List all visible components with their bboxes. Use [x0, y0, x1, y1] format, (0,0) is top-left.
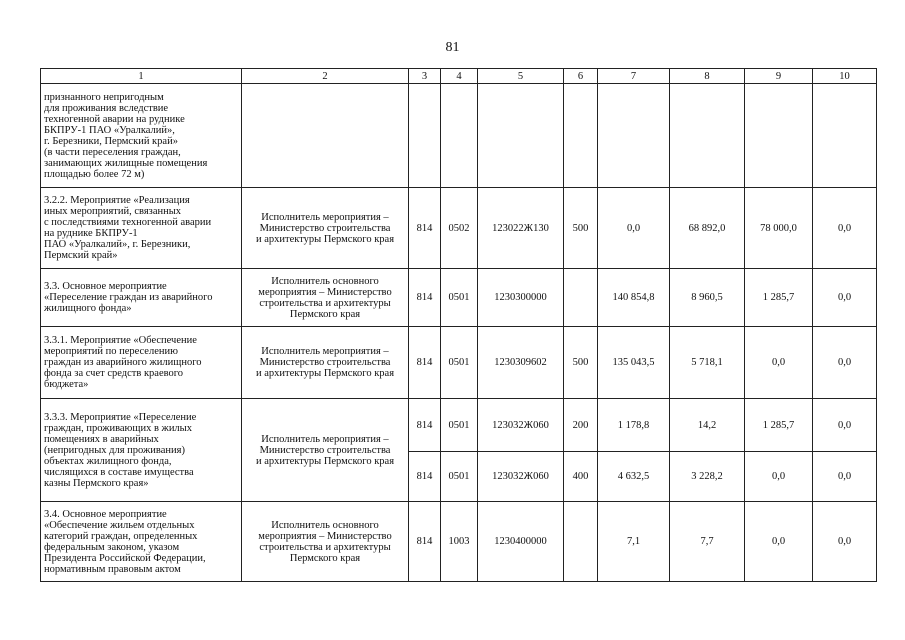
- header-cell: 7: [598, 69, 670, 84]
- table-row: [41, 188, 877, 269]
- table-row: [41, 84, 877, 188]
- budget-table: [40, 68, 877, 582]
- executor-cell: Исполнитель мероприятия – Министерство строительства и архитектуры Пермского края: [242, 327, 409, 399]
- value-cell: 0501: [441, 452, 478, 502]
- value-cell: 400: [564, 452, 598, 502]
- value-cell: 814: [409, 327, 441, 399]
- page-number: 81: [445, 40, 460, 55]
- activity-name-cell: признанного непригодным для проживания вследствие техногенной аварии на руднике БКПРУ-1 ПАО «Уралкалий», г. Березники, Пермский край» (в части переселения граждан, занимающих жилищные помещения площадью более 72 м): [41, 84, 242, 188]
- value-cell: 135 043,5: [598, 327, 670, 399]
- value-cell: 0501: [441, 269, 478, 327]
- header-cell: 6: [564, 69, 598, 84]
- value-cell: [478, 84, 564, 188]
- value-cell: [409, 84, 441, 188]
- value-cell: 7,1: [598, 502, 670, 582]
- value-cell: 5 718,1: [670, 327, 745, 399]
- header-cell: 10: [813, 69, 877, 84]
- value-cell: [670, 84, 745, 188]
- value-cell: 1003: [441, 502, 478, 582]
- value-cell: 0,0: [813, 327, 877, 399]
- executor-cell: Исполнитель мероприятия – Министерство строительства и архитектуры Пермского края: [242, 188, 409, 269]
- value-cell: [564, 502, 598, 582]
- value-cell: 814: [409, 399, 441, 452]
- value-cell: 814: [409, 502, 441, 582]
- executor-cell: Исполнитель основного мероприятия – Министерство строительства и архитектуры Пермского края: [242, 269, 409, 327]
- value-cell: 68 892,0: [670, 188, 745, 269]
- value-cell: 0,0: [813, 269, 877, 327]
- activity-name-cell: 3.2.2. Мероприятие «Реализация иных мероприятий, связанных с последствиями техногенной аварии на руднике БКПРУ-1 ПАО «Уралкалий», г. Березники, Пермский край»: [41, 188, 242, 269]
- activity-name-cell: 3.3.3. Мероприятие «Переселение граждан, проживающих в жилых помещениях в аварийных (непригодных для проживания) объектах жилищного фонда, числящихся в составе имущества казны Пермского края»: [41, 399, 242, 502]
- value-cell: 1 285,7: [745, 269, 813, 327]
- value-cell: 814: [409, 269, 441, 327]
- value-cell: 14,2: [670, 399, 745, 452]
- header-cell: 2: [242, 69, 409, 84]
- value-cell: 1 178,8: [598, 399, 670, 452]
- value-cell: 7,7: [670, 502, 745, 582]
- value-cell: 1 285,7: [745, 399, 813, 452]
- value-cell: 123032Ж060: [478, 452, 564, 502]
- value-cell: 0,0: [813, 399, 877, 452]
- value-cell: [564, 269, 598, 327]
- value-cell: 0501: [441, 399, 478, 452]
- table-row: [41, 399, 877, 452]
- value-cell: 0,0: [813, 452, 877, 502]
- table-header-row: [41, 69, 877, 84]
- header-cell: 9: [745, 69, 813, 84]
- header-cell: 1: [41, 69, 242, 84]
- value-cell: 4 632,5: [598, 452, 670, 502]
- activity-name-cell: 3.3. Основное мероприятие «Переселение граждан из аварийного жилищного фонда»: [41, 269, 242, 327]
- value-cell: [598, 84, 670, 188]
- value-cell: 200: [564, 399, 598, 452]
- activity-name-cell: 3.3.1. Мероприятие «Обеспечение мероприятий по переселению граждан из аварийного жилищного фонда за счет средств краевого бюджета»: [41, 327, 242, 399]
- value-cell: [745, 84, 813, 188]
- value-cell: 123032Ж060: [478, 399, 564, 452]
- activity-name-cell: 3.4. Основное мероприятие «Обеспечение жильем отдельных категорий граждан, определенных федеральным законом, указом Президента Российской Федерации, нормативным правовым актом: [41, 502, 242, 582]
- value-cell: 0,0: [598, 188, 670, 269]
- value-cell: 1230400000: [478, 502, 564, 582]
- table-row: [41, 269, 877, 327]
- value-cell: 1230300000: [478, 269, 564, 327]
- value-cell: 8 960,5: [670, 269, 745, 327]
- executor-cell: Исполнитель основного мероприятия – Министерство строительства и архитектуры Пермского края: [242, 502, 409, 582]
- value-cell: 3 228,2: [670, 452, 745, 502]
- value-cell: 140 854,8: [598, 269, 670, 327]
- header-cell: 5: [478, 69, 564, 84]
- table-row: [41, 327, 877, 399]
- table-row: [41, 502, 877, 582]
- value-cell: 0501: [441, 327, 478, 399]
- value-cell: 0,0: [745, 452, 813, 502]
- value-cell: 500: [564, 188, 598, 269]
- header-cell: 8: [670, 69, 745, 84]
- value-cell: 123022Ж130: [478, 188, 564, 269]
- value-cell: 0,0: [745, 327, 813, 399]
- value-cell: 1230309602: [478, 327, 564, 399]
- value-cell: [813, 84, 877, 188]
- value-cell: 0,0: [813, 502, 877, 582]
- value-cell: 814: [409, 188, 441, 269]
- executor-cell: Исполнитель мероприятия – Министерство строительства и архитектуры Пермского края: [242, 399, 409, 502]
- executor-cell: [242, 84, 409, 188]
- value-cell: 500: [564, 327, 598, 399]
- value-cell: [441, 84, 478, 188]
- value-cell: 0,0: [813, 188, 877, 269]
- value-cell: [564, 84, 598, 188]
- header-cell: 4: [441, 69, 478, 84]
- value-cell: 78 000,0: [745, 188, 813, 269]
- value-cell: 0,0: [745, 502, 813, 582]
- value-cell: 814: [409, 452, 441, 502]
- value-cell: 0502: [441, 188, 478, 269]
- header-cell: 3: [409, 69, 441, 84]
